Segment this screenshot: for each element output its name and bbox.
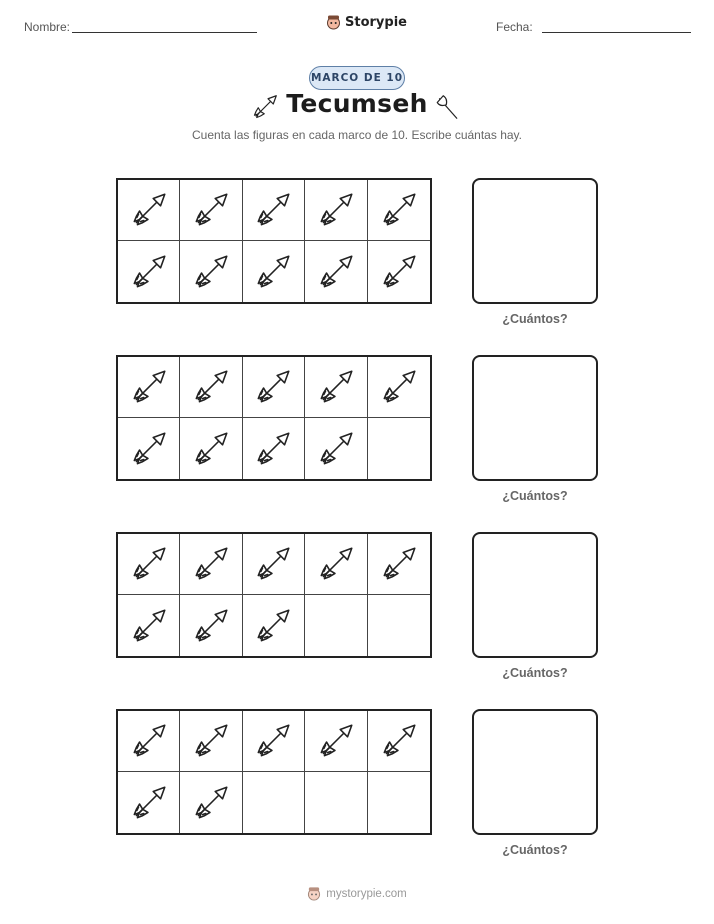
arrow-icon bbox=[252, 189, 294, 231]
frame-cell bbox=[180, 595, 242, 656]
arrow-icon bbox=[128, 428, 170, 470]
brand-name: Storypie bbox=[345, 14, 407, 30]
arrow-icon bbox=[190, 189, 232, 231]
arrow-icon bbox=[190, 543, 232, 585]
answer-box-3[interactable] bbox=[472, 532, 598, 658]
frame-cell bbox=[243, 772, 305, 833]
arrow-icon bbox=[252, 251, 294, 293]
ten-frame-1 bbox=[116, 178, 432, 304]
frame-cell bbox=[243, 711, 305, 772]
answer-label-2: ¿Cuántos? bbox=[502, 489, 568, 503]
name-field[interactable] bbox=[72, 32, 257, 33]
frame-cell bbox=[368, 180, 430, 241]
frame-cell bbox=[243, 418, 305, 479]
frame-cell bbox=[305, 241, 367, 302]
answer-label-1: ¿Cuántos? bbox=[502, 312, 568, 326]
frame-cell bbox=[243, 534, 305, 595]
frame-cell bbox=[305, 595, 367, 656]
frame-cell bbox=[180, 180, 242, 241]
ten-frame-4 bbox=[116, 709, 432, 835]
answer-label-3: ¿Cuántos? bbox=[502, 666, 568, 680]
arrow-icon bbox=[252, 428, 294, 470]
frame-cell bbox=[180, 534, 242, 595]
frame-cell bbox=[118, 772, 180, 833]
answer-label-4: ¿Cuántos? bbox=[502, 843, 568, 857]
arrow-icon bbox=[190, 251, 232, 293]
frame-cell bbox=[368, 418, 430, 479]
arrow-icon bbox=[315, 543, 357, 585]
frame-cell bbox=[243, 357, 305, 418]
frame-cell bbox=[118, 418, 180, 479]
arrow-icon bbox=[190, 605, 232, 647]
arrow-icon bbox=[315, 189, 357, 231]
footer-url: mystorypie.com bbox=[326, 887, 407, 900]
frame-cell bbox=[243, 595, 305, 656]
instructions: Cuenta las figuras en cada marco de 10. Escribe cuántas hay. bbox=[192, 128, 522, 142]
frame-cell bbox=[368, 357, 430, 418]
frame-cell bbox=[180, 241, 242, 302]
frame-cell bbox=[305, 418, 367, 479]
arrow-icon bbox=[128, 366, 170, 408]
arrow-icon bbox=[378, 189, 420, 231]
name-label: Nombre: bbox=[24, 20, 71, 34]
worksheet-type-badge: MARCO DE 10 bbox=[309, 66, 405, 90]
frame-cell bbox=[368, 241, 430, 302]
answer-box-2[interactable] bbox=[472, 355, 598, 481]
answer-box-4[interactable] bbox=[472, 709, 598, 835]
arrow-icon bbox=[128, 720, 170, 762]
arrow-icon bbox=[190, 720, 232, 762]
frame-cell bbox=[118, 357, 180, 418]
arrow-icon bbox=[252, 720, 294, 762]
ten-frame-2 bbox=[116, 355, 432, 481]
arrow-icon bbox=[315, 428, 357, 470]
frame-cell bbox=[118, 711, 180, 772]
frame-cell bbox=[180, 711, 242, 772]
frame-cell bbox=[368, 711, 430, 772]
arrow-icon bbox=[190, 428, 232, 470]
answer-box-1[interactable] bbox=[472, 178, 598, 304]
frame-cell bbox=[305, 711, 367, 772]
arrow-icon bbox=[315, 720, 357, 762]
arrow-icon bbox=[378, 720, 420, 762]
frame-cell bbox=[118, 180, 180, 241]
frame-cell bbox=[243, 180, 305, 241]
date-label: Fecha: bbox=[496, 20, 533, 34]
frame-cell bbox=[368, 534, 430, 595]
arrow-icon bbox=[378, 543, 420, 585]
arrow-icon bbox=[190, 366, 232, 408]
frame-cell bbox=[305, 357, 367, 418]
arrow-icon bbox=[128, 605, 170, 647]
arrow-icon bbox=[315, 366, 357, 408]
axe-icon bbox=[431, 92, 463, 122]
frame-cell bbox=[180, 418, 242, 479]
storypie-mascot-icon bbox=[326, 14, 341, 30]
arrow-icon bbox=[128, 189, 170, 231]
frame-cell bbox=[368, 595, 430, 656]
brand-logo bbox=[326, 14, 407, 30]
frame-cell bbox=[118, 241, 180, 302]
storypie-mascot-icon bbox=[307, 886, 321, 901]
frame-cell bbox=[180, 357, 242, 418]
arrow-icon bbox=[190, 782, 232, 824]
frame-cell bbox=[118, 534, 180, 595]
arrow-icon bbox=[378, 251, 420, 293]
footer bbox=[0, 886, 714, 901]
frame-cell bbox=[305, 180, 367, 241]
frame-cell bbox=[305, 772, 367, 833]
arrow-icon bbox=[252, 605, 294, 647]
arrow-icon bbox=[378, 366, 420, 408]
arrow-icon bbox=[252, 366, 294, 408]
frame-cell bbox=[305, 534, 367, 595]
frame-cell bbox=[180, 772, 242, 833]
frame-cell bbox=[118, 595, 180, 656]
frame-cell bbox=[243, 241, 305, 302]
arrow-icon bbox=[315, 251, 357, 293]
arrow-icon bbox=[128, 251, 170, 293]
ten-frame-3 bbox=[116, 532, 432, 658]
arrow-icon bbox=[252, 543, 294, 585]
page-title: Tecumseh bbox=[286, 89, 428, 118]
date-field[interactable] bbox=[542, 32, 691, 33]
arrow-icon bbox=[128, 782, 170, 824]
arrow-icon bbox=[128, 543, 170, 585]
frame-cell bbox=[368, 772, 430, 833]
